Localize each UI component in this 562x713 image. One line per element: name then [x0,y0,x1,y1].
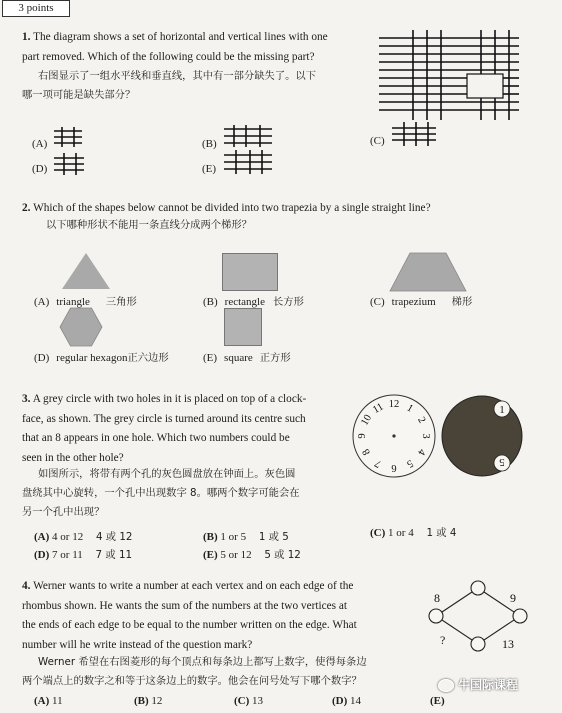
q4-cn-line1: Werner 希望在右图菱形的每个顶点和每条边上都写上数字，使得每条边 [38,656,367,668]
q2-cn: 以下哪种形状不能用一条直线分成两个梯形？ [46,219,252,231]
rhombus-diagram [420,578,540,656]
q4-cn-line2: 两个端点上的数字之和等于这条边上的数字。他会在问号处写下哪个数字？ [22,675,362,687]
q3-number: 3. [22,393,31,405]
clock-number-8: 8 [360,446,373,457]
q3-text [22,390,342,468]
q2-option-a-cn: 三角形 [105,296,137,308]
q3-option-b-cn: 1 或 5 [258,531,289,543]
edge-label-bottom-left: ? [440,633,446,647]
q3-option-e-letter: (E) [203,549,218,561]
q3-option-d[interactable] [34,546,132,565]
q2-option-e-en: square [224,352,253,364]
q4-option-c[interactable] [234,695,263,707]
q2-option-b-letter: (B) [203,296,218,308]
q1-option-c-pattern[interactable] [392,122,436,146]
q3-option-c-letter: (C) [370,527,386,539]
q3-option-a-en: 4 or 12 [52,531,84,543]
q4-option-b-value: 12 [151,695,163,707]
q1-cn-line2: 哪一项可能是缺失部分？ [22,89,136,101]
q2-option-e[interactable] [203,348,291,368]
q2-option-b-en: rectangle [224,296,265,308]
q2-option-c[interactable] [370,292,472,312]
q2-option-e-letter: (E) [203,352,218,364]
rhombus-vertex-bottom [471,637,485,651]
clock-number-3: 3 [420,433,431,439]
q4-option-a-value: 11 [52,695,63,707]
q3-option-d-en: 7 or 11 [52,549,83,561]
q3-option-a-letter: (A) [34,531,50,543]
q4-option-e-letter: (E) [430,695,445,707]
edge-label-bottom-right: 13 [502,637,514,651]
q2-option-a-en: triangle [56,296,90,308]
clock-face [352,394,436,478]
q3-en-line1: A grey circle with two holes in it is placed on top of a clock- [32,393,307,405]
clock-number-5: 5 [404,457,415,470]
wechat-icon [438,679,454,692]
q3-option-d-letter: (D) [34,549,50,561]
q1-option-e-label[interactable]: (E) [202,163,217,175]
q4-number: 4. [22,580,31,592]
q3-cn-line3: 另一个孔中出现？ [22,506,105,518]
q4-option-c-value: 13 [252,695,264,707]
q2-option-d-en: regular hexagon [56,352,128,364]
q1-en-line2: part removed. Which of the following could be the missing part? [22,50,315,63]
clock-number-4: 4 [415,446,428,457]
q1-number: 1. [22,31,31,43]
clock-number-1: 1 [404,402,415,415]
hexagon-shape [60,308,102,346]
q1-option-b-pattern[interactable] [224,125,272,147]
q3-option-d-cn: 7 或 11 [95,549,133,561]
clock-number-12: 12 [388,399,400,410]
q4-option-d-value: 14 [350,695,362,707]
q4-en-line2: rhombus shown. He wants the sum of the numbers at the two vertices at [22,599,348,612]
q4-en-line1: Werner wants to write a number at each vertex and on each edge of the [33,580,354,592]
q3-en-line4: seen in the other hole? [22,451,124,464]
hole-number-top: 1 [499,404,505,416]
q3-option-c-cn: 1 或 4 [426,527,457,539]
q1-option-a-label[interactable]: (A) [32,138,48,150]
q3-option-b[interactable] [203,528,289,547]
watermark-text: 牛国际课程 [458,678,519,692]
rhombus-vertex-right [513,609,527,623]
q3-option-e-cn: 5 或 12 [264,549,301,561]
q2-option-c-cn: 梯形 [451,296,473,308]
hole-number-bottom: 5 [499,456,505,468]
q2-option-b[interactable] [203,292,304,312]
q4-option-d[interactable] [332,695,361,707]
q2-option-c-en: trapezium [391,296,436,308]
q4-en-line3: the ends of each edge to be equal to the number written on the edge. What [22,619,357,631]
q1-option-b-label[interactable]: (B) [202,138,217,150]
q4-option-a-letter: (A) [34,695,50,707]
q3-option-c-en: 1 or 4 [388,527,414,539]
q2-option-a[interactable] [34,292,137,312]
q4-option-c-letter: (C) [234,695,250,707]
q3-option-a-cn: 4 或 12 [95,531,133,543]
q4-text [22,577,412,655]
q3-cn-line1: 如图所示，将带有两个孔的灰色圆盘放在钟面上。灰色圆 [38,468,296,480]
q3-option-a[interactable] [34,528,132,547]
rhombus-vertex-left [429,609,443,623]
q1-option-d-pattern[interactable] [54,153,84,175]
q1-grid-diagram [379,30,519,120]
clock-number-11: 11 [371,401,386,417]
q2-option-d-cn: 正六边形 [127,352,169,364]
q2-option-d-letter: (D) [34,352,50,364]
q3-option-e[interactable] [203,546,301,565]
rectangle-shape [222,253,278,291]
q1-en-line1: The diagram shows a set of horizontal and vertical lines with one [33,31,328,43]
q3-en-line3: that an 8 appears in one hole. Which two numbers could be [22,432,290,444]
q1-option-e-pattern[interactable] [224,150,272,174]
trapezium-shape [390,253,466,291]
rhombus-vertex-top [471,581,485,595]
q3-option-c[interactable] [370,524,456,543]
q1-option-a-pattern[interactable] [54,127,82,147]
clock-number-7: 7 [373,457,384,470]
q3-option-e-en: 5 or 12 [220,549,252,561]
q4-option-b[interactable] [134,695,162,707]
square-shape [224,308,262,346]
clock-number-6: 6 [391,462,397,473]
q1-option-d-label[interactable]: (D) [32,163,48,175]
watermark [438,676,518,694]
q2-en: Which of the shapes below cannot be divided into two trapezia by a single straight line? [33,202,431,214]
edge-label-top-right: 9 [510,591,516,605]
q4-en-line4: number will he write instead of the question mark? [22,638,253,651]
q3-option-b-en: 1 or 5 [220,531,247,543]
q4-option-e[interactable] [430,695,445,707]
q3-en-line2: face, as shown. The grey circle is turned around its centre such [22,412,306,425]
points-header: 3 points [2,0,70,17]
clock-number-9: 9 [357,433,368,439]
q2-option-d[interactable] [34,348,169,368]
q3-option-b-letter: (B) [203,531,218,543]
q2-option-c-letter: (C) [370,296,385,308]
clock-number-2: 2 [415,415,428,426]
q1-option-c-label[interactable]: (C) [370,135,385,147]
q4-option-d-letter: (D) [332,695,348,707]
q1-cn-line1: 右图显示了一组水平线和垂直线，其中有一部分缺失了。以下 [38,70,317,82]
q3-cn-line2: 盘绕其中心旋转，一个孔中出现数字 8。哪两个数字可能会在 [22,487,300,499]
q1-text [22,28,367,67]
clock-number-10: 10 [359,412,375,428]
q2-option-a-letter: (A) [34,296,50,308]
triangle-shape [62,253,110,289]
q2-number: 2. [22,202,31,214]
q2-option-b-cn: 长方形 [272,296,304,308]
q2-option-e-cn: 正方形 [259,352,291,364]
edge-label-top-left: 8 [434,591,440,605]
q4-option-b-letter: (B) [134,695,149,707]
q4-option-a[interactable] [34,695,63,707]
grey-disc [441,395,523,477]
